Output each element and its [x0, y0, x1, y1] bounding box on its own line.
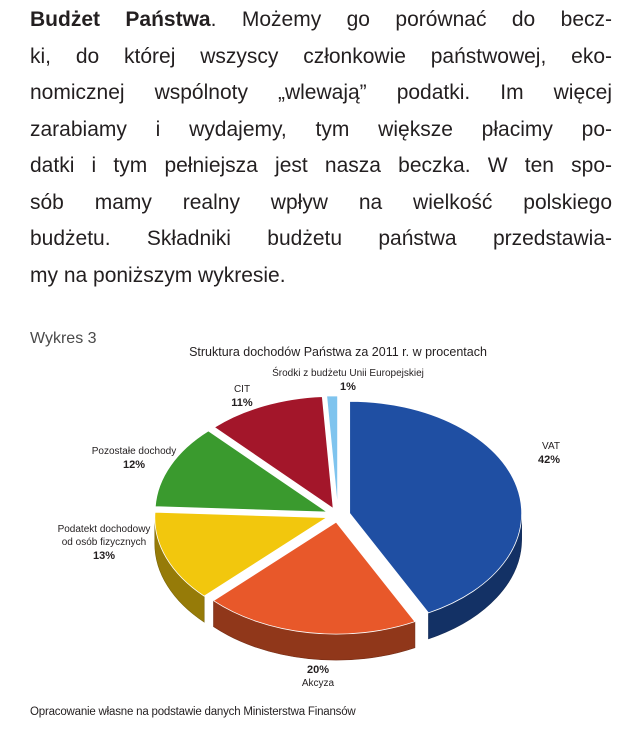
slice-value-label: 20% — [306, 664, 330, 676]
slice-name-label: Środki z budżetu Unii Europejskiej — [272, 368, 424, 379]
figure-caption: Wykres 3 — [30, 330, 97, 347]
slice-name-label: CIT — [233, 384, 251, 395]
slice-value-label: 11% — [231, 397, 253, 409]
slice-value-label: 42% — [537, 454, 560, 466]
paragraph-line-text: . Możemy go porównać do becz- — [210, 8, 612, 31]
slice-value-label: 1% — [340, 381, 356, 393]
paragraph-lead: Budżet Państwa — [30, 8, 211, 31]
pie-chart — [0, 330, 630, 700]
slice-name-label: Podatekt dochodowy — [57, 524, 151, 535]
body-paragraph — [30, 2, 612, 294]
slice-name-label: Pozostałe dochody — [91, 446, 177, 457]
paragraph-line: sób mamy realny wpływ na wielkość polskiego — [30, 190, 612, 214]
paragraph-line: nomicznej wspólnoty „wlewają” podatki. Im więcej — [30, 81, 612, 104]
paragraph-line: zarabiamy i wydajemy, tym większe płacimy po- — [30, 117, 612, 141]
slice-name-label: VAT — [542, 441, 560, 452]
paragraph-line — [30, 2, 612, 39]
source-note: Opracowanie własne na podstawie danych Ministerstwa Finansów — [30, 706, 356, 718]
slice-name-label: od osób fizycznych — [61, 537, 147, 548]
paragraph-line: budżetu. Składniki budżetu państwa przedstawia- — [30, 227, 612, 250]
slice-name-label: Akcyza — [301, 678, 335, 689]
paragraph-line: datki i tym pełniejsza jest nasza beczka. W ten spo- — [30, 154, 612, 177]
paragraph-line: my na poniższym wykresie. — [30, 263, 286, 287]
chart-title: Struktura dochodów Państwa za 2011 r. w procentach — [189, 345, 487, 359]
paragraph-line: ki, do której wszyscy członkowie państwowej, eko- — [30, 44, 612, 68]
slice-value-label: 12% — [122, 459, 146, 471]
slice-value-label: 13% — [92, 550, 116, 562]
